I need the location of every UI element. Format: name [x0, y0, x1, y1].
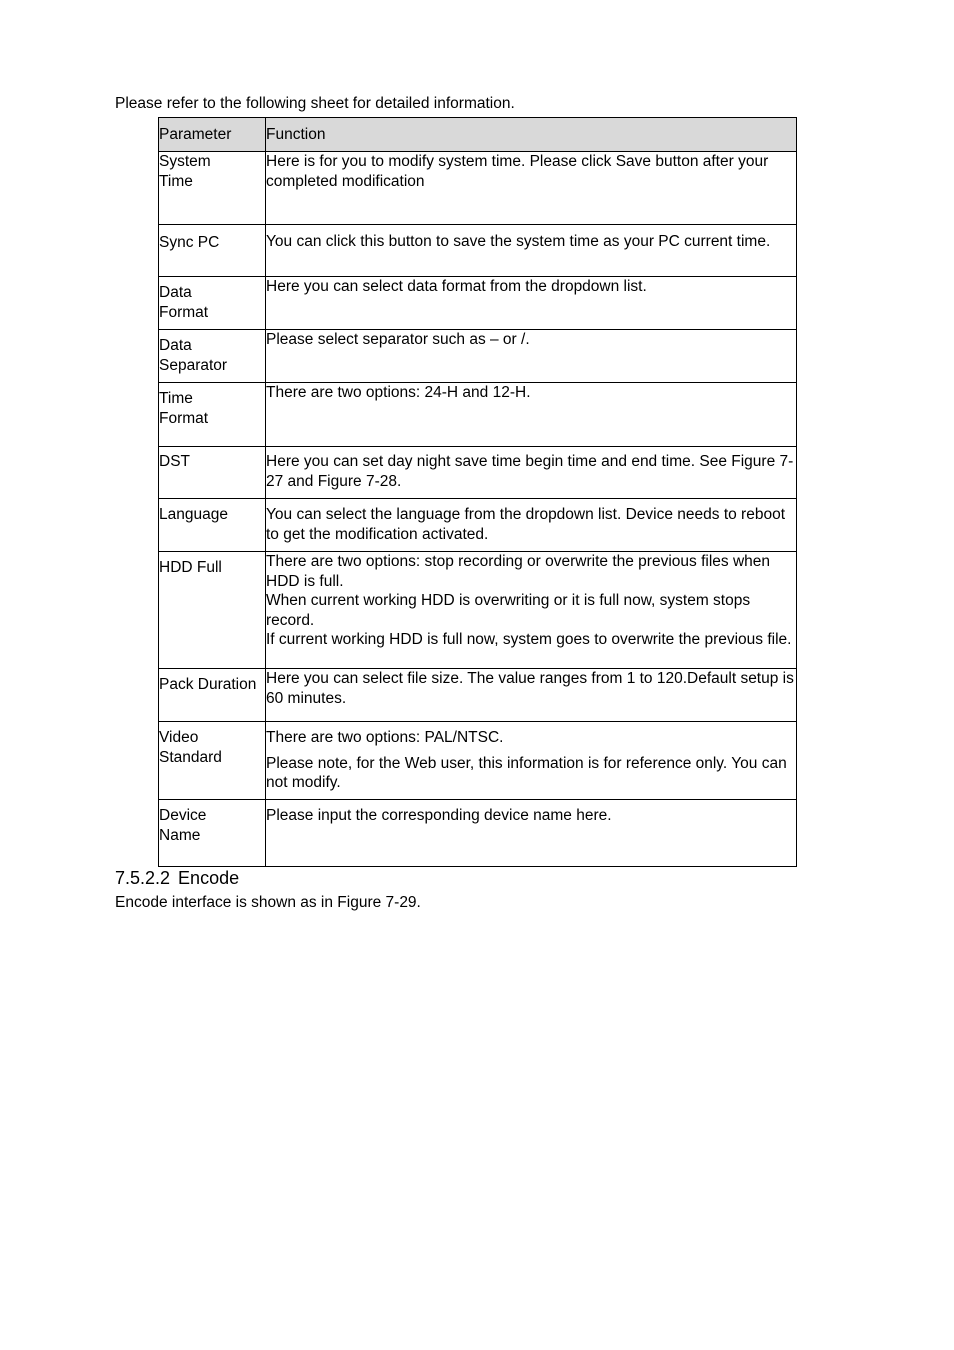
table-row: [159, 225, 797, 277]
table-row: [159, 152, 797, 225]
table-row: [159, 383, 797, 447]
param-cell: Pack Duration: [159, 669, 266, 722]
table-header-row: [159, 118, 797, 152]
function-cell: [266, 152, 797, 225]
function-text: Here you can select data format from the dropdown list.: [266, 278, 647, 295]
section-heading: [115, 866, 239, 890]
function-cell: [266, 225, 797, 277]
function-text: Please note, for the Web user, this information is for reference only. You can not modify.: [266, 754, 787, 791]
function-cell: [266, 447, 797, 499]
param-cell: Video Standard: [159, 722, 266, 800]
function-cell: [266, 722, 797, 800]
header-function: Function: [266, 118, 797, 152]
function-text: You can select the language from the dropdown list. Device needs to reboot to get the modification activated.: [266, 506, 786, 543]
function-cell: [266, 383, 797, 447]
function-text: Here you can set day night save time begin time and end time. See Figure 7-27 and Figure 7-28.: [266, 453, 794, 490]
param-cell: Device Name: [159, 800, 266, 867]
table-row: [159, 277, 797, 330]
table-row: [159, 669, 797, 722]
function-text: If current working HDD is full now, system goes to overwrite the previous file.: [266, 631, 792, 648]
header-parameter: Parameter: [159, 118, 266, 152]
param-cell: Sync PC: [159, 225, 266, 277]
section-title: Encode: [178, 868, 240, 888]
function-text: Please select separator such as – or /.: [266, 331, 530, 348]
table-row: [159, 499, 797, 552]
param-cell: Time Format: [159, 383, 266, 447]
param-cell: Data Separator: [159, 330, 266, 383]
param-cell: HDD Full: [159, 552, 266, 669]
function-text: There are two options: 24-H and 12-H.: [266, 384, 531, 401]
section-number: 7.5.2.2: [115, 868, 171, 888]
intro-text: Please refer to the following sheet for detailed information.: [115, 95, 515, 112]
param-cell: Data Format: [159, 277, 266, 330]
function-text: There are two options: stop recording or overwrite the previous files when HDD is full.: [266, 553, 770, 590]
param-cell: DST: [159, 447, 266, 499]
table-row: [159, 552, 797, 669]
function-text: You can click this button to save the system time as your PC current time.: [266, 233, 771, 250]
function-cell: [266, 800, 797, 867]
function-text: Please input the corresponding device name here.: [266, 807, 612, 824]
function-cell: [266, 330, 797, 383]
table-row: [159, 447, 797, 499]
function-text: When current working HDD is overwriting or it is full now, system stops record.: [266, 592, 751, 629]
param-cell: Language: [159, 499, 266, 552]
function-text: Here is for you to modify system time. Please click Save button after your completed modification: [266, 153, 769, 190]
body-text: Encode interface is shown as in Figure 7-29.: [115, 894, 421, 911]
param-cell: System Time: [159, 152, 266, 225]
table-row: [159, 330, 797, 383]
function-cell: [266, 277, 797, 330]
function-text: Here you can select file size. The value ranges from 1 to 120.Default setup is 60 minutes.: [266, 670, 794, 707]
function-text: There are two options: PAL/NTSC.: [266, 729, 504, 746]
parameter-table: [158, 117, 797, 867]
function-cell: [266, 499, 797, 552]
function-cell: [266, 669, 797, 722]
table-row: [159, 722, 797, 800]
function-cell: [266, 552, 797, 669]
table-row: [159, 800, 797, 867]
